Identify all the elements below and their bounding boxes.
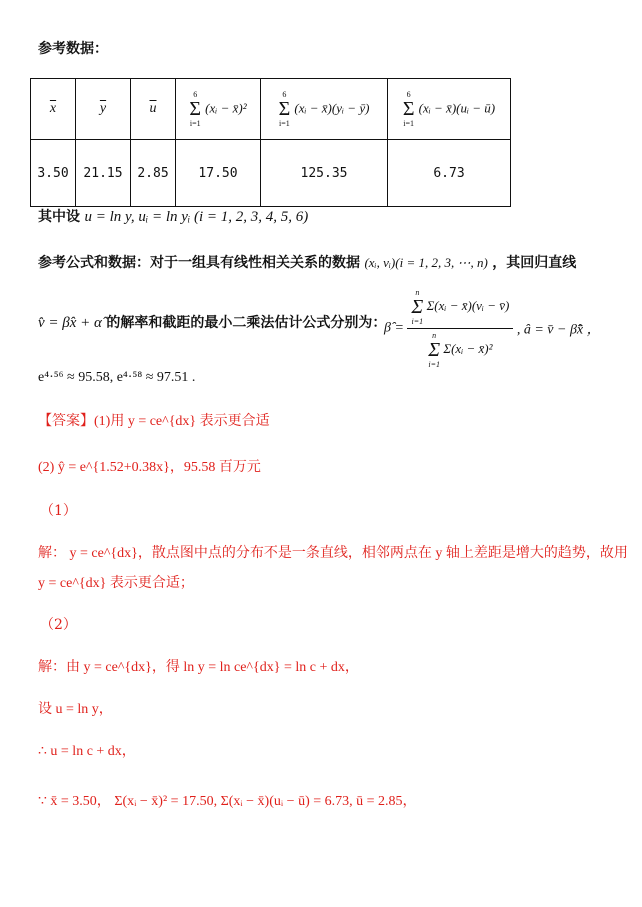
regression-line-text — [38, 312, 386, 332]
header-sum-xx: 6 Σ i=1 (xᵢ − x̄)² — [176, 79, 261, 140]
value-sum-xy: 125.35 — [261, 140, 388, 207]
header-y-bar: $\overline{y}$ — [76, 79, 131, 140]
value-sum-xx: 17.50 — [176, 140, 261, 207]
header-x-bar: $\overline{x}$ — [31, 79, 76, 140]
solution-1-line-2: y = ce^{dx} 表示更合适； — [38, 576, 194, 591]
answer-part-2-formula: (2) ŷ = e^{1.52+0.38x} — [38, 460, 170, 475]
answer-line-1 — [38, 410, 270, 430]
beta-numerator: Σ(xᵢ − x̄)(vᵢ − v̄) — [426, 297, 510, 313]
formula-heading-tail: ，其回归直线 — [492, 255, 577, 271]
table-value-row — [31, 140, 511, 207]
reference-data-table — [30, 78, 511, 207]
note-setting-label: 其中设 — [38, 209, 80, 225]
header-u-bar: $\overline{u}$ — [131, 79, 176, 140]
table-header-row — [31, 79, 511, 140]
answer-label: 【答案】 — [38, 413, 94, 429]
beta-lhs: β̂ = — [384, 320, 404, 336]
part-1-label: （1） — [40, 503, 77, 519]
answer-line-2 — [38, 456, 261, 476]
solution-2-line-2: 设 u = ln y， — [38, 702, 113, 717]
beta-denominator: Σ(xᵢ − x̄)² — [443, 340, 493, 356]
formula-heading-label: 参考公式和数据：对于一组具有线性相关关系的数据 — [38, 255, 360, 271]
formula-heading — [38, 252, 576, 272]
regression-description: 的解率和截距的最小二乘法估计公式分别为： — [106, 315, 387, 331]
value-y-bar: 21.15 — [76, 140, 131, 207]
part-2-label: （2） — [40, 617, 77, 633]
formula-data-pair: (xᵢ, vᵢ)(i = 1, 2, 3, ⋯, n) — [364, 255, 488, 270]
beta-fraction: n Σ i=1 Σ(xᵢ − x̄)(vᵢ − v̄) n Σ i=1 Σ(xᵢ − x̄)² — [407, 288, 513, 369]
header-sum-xu: 6 Σ i=1 (xᵢ − x̄)(uᵢ − ū) — [388, 79, 511, 140]
value-u-bar: 2.85 — [131, 140, 176, 207]
regression-line-formula: v̂ = β̂x + α̂ — [38, 315, 102, 331]
value-sum-xu: 6.73 — [388, 140, 511, 207]
solution-2-line-4-a: ∵ x̄ = 3.50， — [38, 794, 111, 809]
solution-2-line-4-b: Σ(xᵢ − x̄)² = 17.50, Σ(xᵢ − x̄)(uᵢ − ū) = 6.73, ū = 2.85， — [114, 794, 417, 809]
answer-part-1: (1)用 y = ce^{dx} 表示更合适 — [94, 414, 270, 429]
solution-2-line-4 — [38, 790, 417, 810]
beta-formula — [384, 288, 601, 369]
solution-2-line-1: 解：由 y = ce^{dx}，得 ln y = ln ce^{dx} = ln c + dx， — [38, 660, 359, 675]
alpha-formula: , â = v̄ − β̂x̄ ， — [516, 322, 601, 338]
solution-1-line-1: 解： y = ce^{dx}，散点图中点的分布不是一条直线，相邻两点在 y 轴上差距是增大的趋势，故用 — [38, 546, 628, 561]
note-line — [38, 206, 308, 226]
value-x-bar: 3.50 — [31, 140, 76, 207]
reference-data-heading: 参考数据： — [38, 41, 108, 57]
note-formula: u = ln y, uᵢ = ln yᵢ (i = 1, 2, 3, 4, 5, 6) — [84, 209, 309, 225]
solution-2-line-3: ∴ u = ln c + dx， — [38, 744, 136, 759]
exp-values: e⁴·⁵⁶ ≈ 95.58, e⁴·⁵⁸ ≈ 97.51 . — [38, 370, 196, 385]
header-sum-xy: 6 Σ i=1 (xᵢ − x̄)(yᵢ − ȳ) — [261, 79, 388, 140]
answer-part-2-value: ，95.58 百万元 — [169, 460, 261, 475]
